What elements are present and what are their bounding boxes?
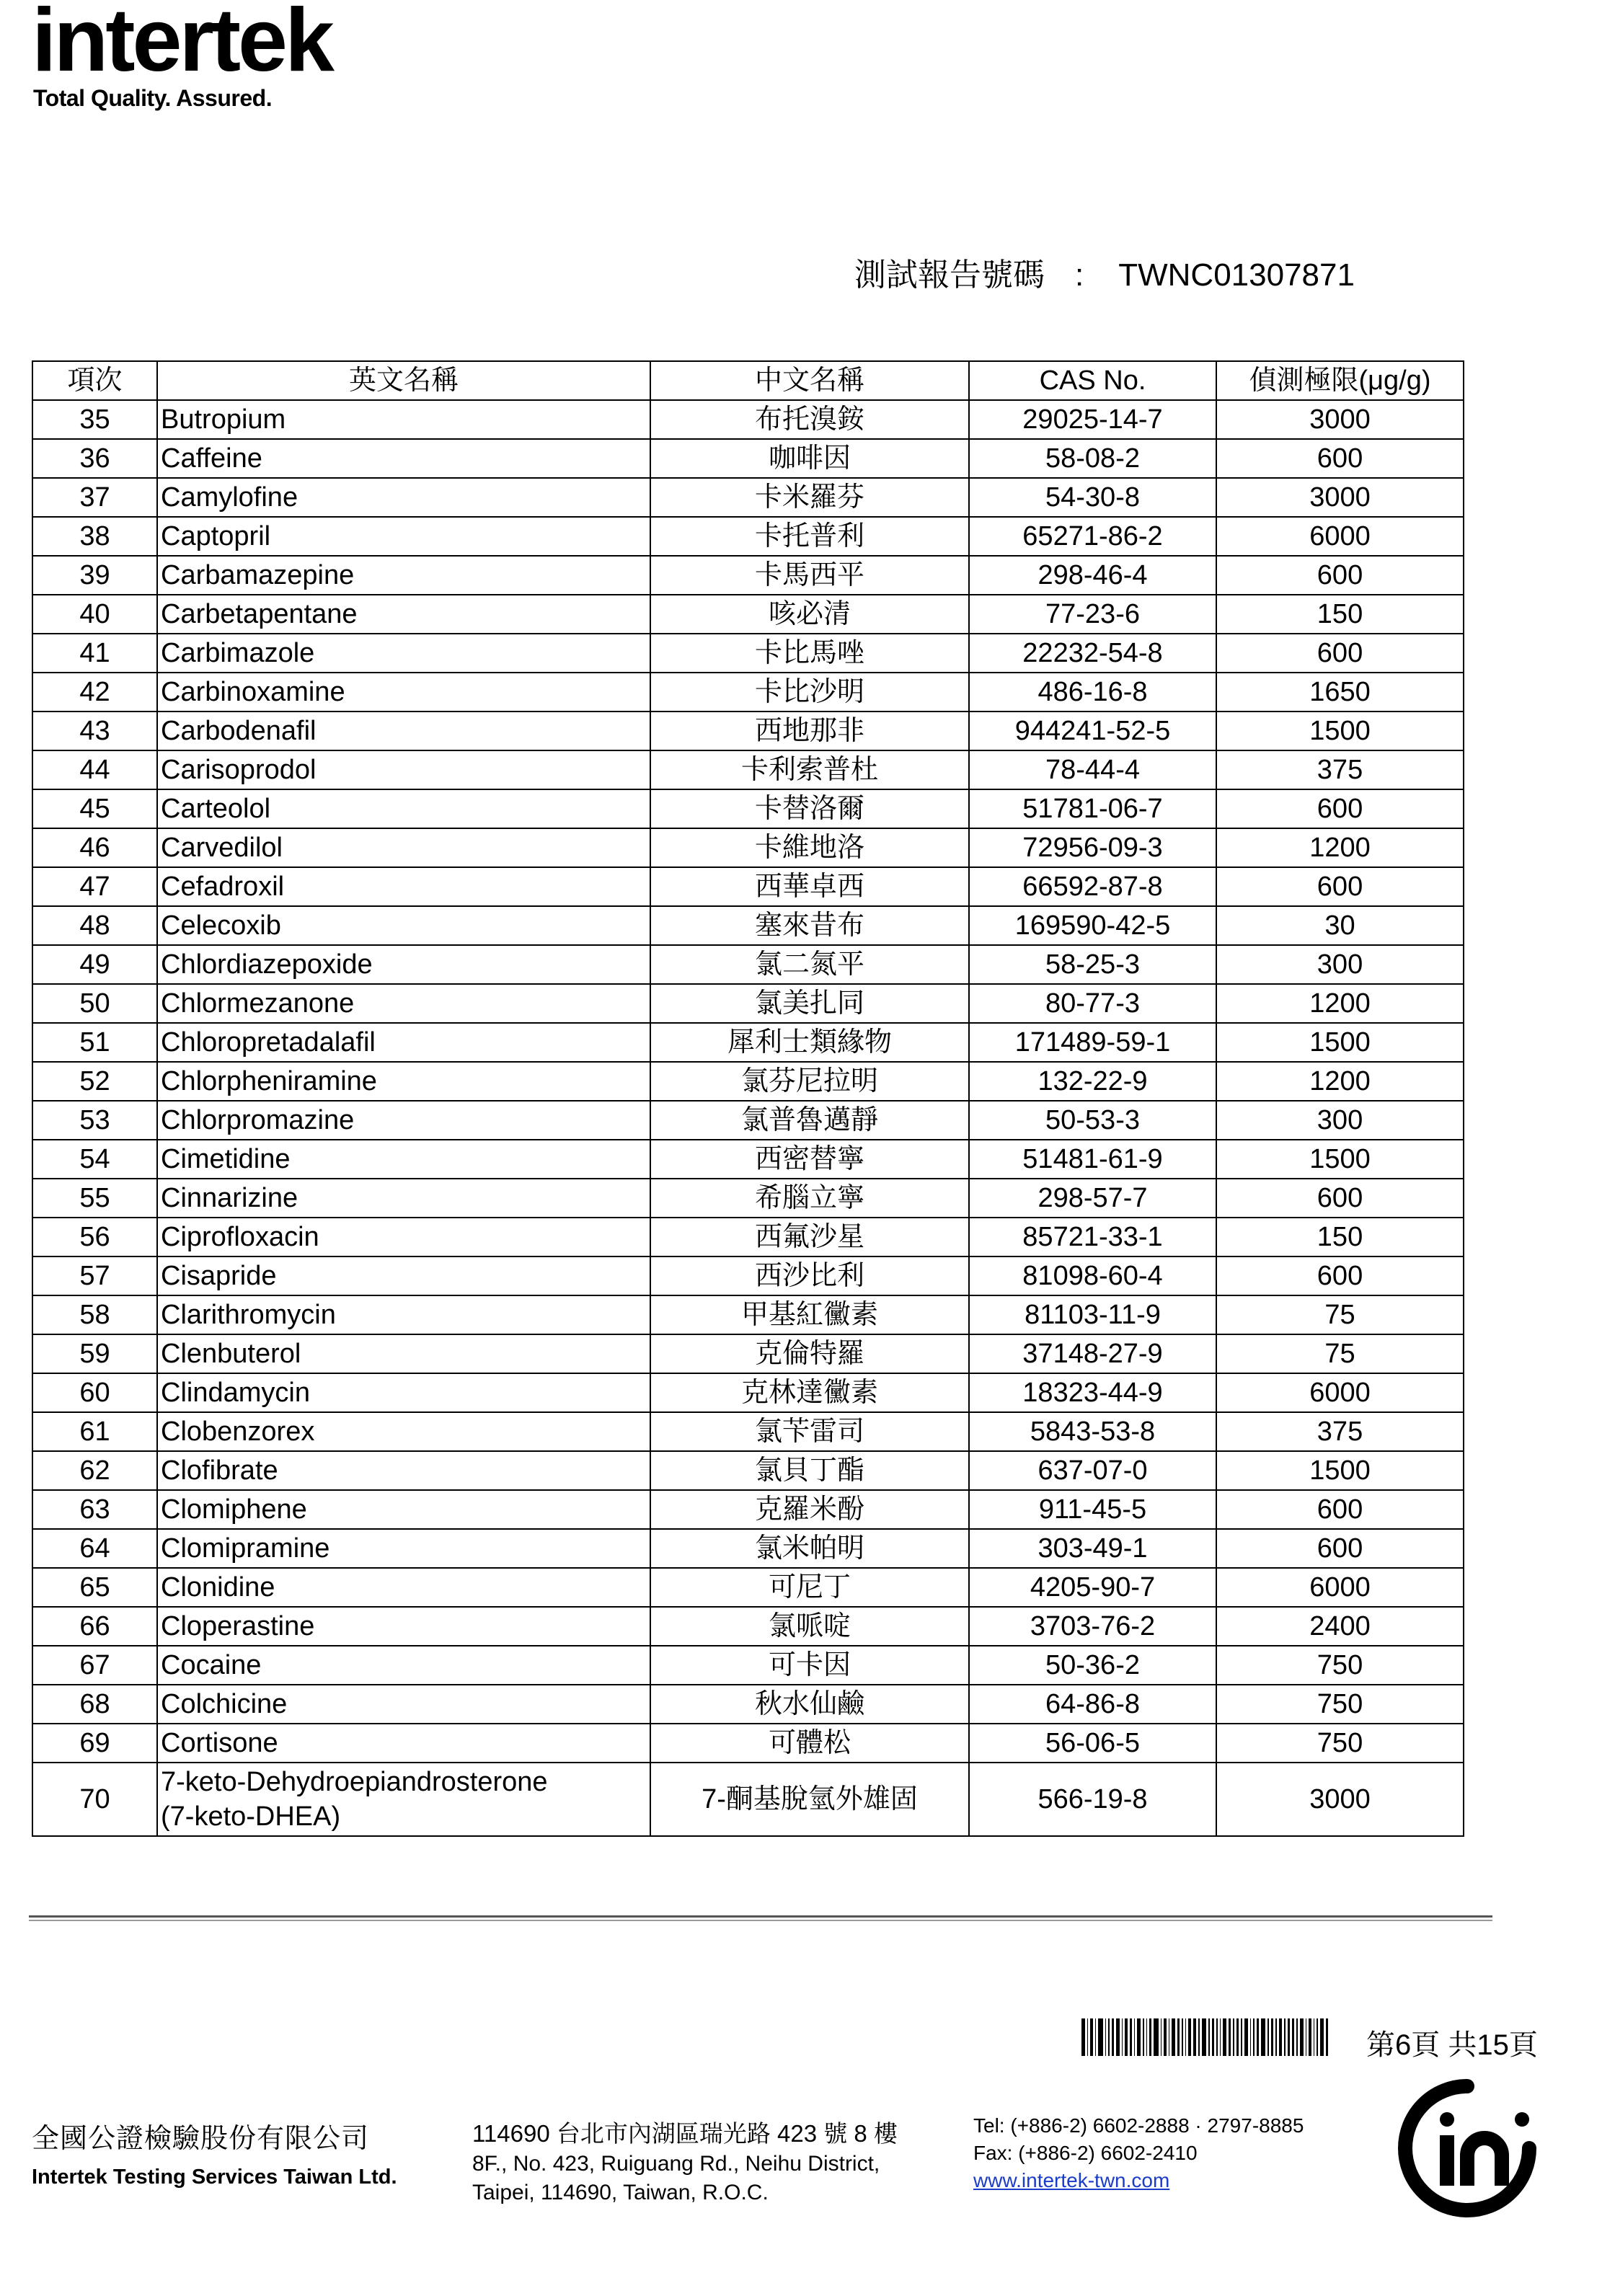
- cell-english-name: Chlormezanone: [157, 984, 650, 1023]
- cell-cas-no: 303-49-1: [969, 1529, 1216, 1568]
- table-row: [32, 634, 1464, 673]
- barcode-icon: [1081, 2018, 1341, 2056]
- cell-chinese-name: 7-酮基脫氫外雄固: [650, 1763, 969, 1836]
- cell-cas-no: 56-06-5: [969, 1724, 1216, 1763]
- cell-item-no: 42: [32, 673, 157, 712]
- cell-chinese-name: 氯美扎同: [650, 984, 969, 1023]
- cell-english-name: Chlordiazepoxide: [157, 945, 650, 984]
- table-row: [32, 867, 1464, 906]
- logo-tagline: Total Quality. Assured.: [33, 85, 273, 111]
- table-row: [32, 1334, 1464, 1373]
- cell-item-no: 61: [32, 1412, 157, 1451]
- cell-cas-no: 37148-27-9: [969, 1334, 1216, 1373]
- cell-item-no: 46: [32, 828, 157, 867]
- cell-cas-no: 169590-42-5: [969, 906, 1216, 945]
- telephone: Tel: (+886-2) 6602-2888 · 2797-8885: [973, 2114, 1304, 2137]
- cell-english-name: Celecoxib: [157, 906, 650, 945]
- table-header-row: [32, 361, 1464, 400]
- cell-item-no: 50: [32, 984, 157, 1023]
- cell-chinese-name: 布托溴銨: [650, 400, 969, 439]
- cell-item-no: 41: [32, 634, 157, 673]
- cell-item-no: 69: [32, 1724, 157, 1763]
- cell-item-no: 49: [32, 945, 157, 984]
- cell-chinese-name: 塞來昔布: [650, 906, 969, 945]
- table-row: [32, 673, 1464, 712]
- cell-chinese-name: 氯米帕明: [650, 1529, 969, 1568]
- table-row: [32, 1724, 1464, 1763]
- cell-chinese-name: 卡利索普杜: [650, 750, 969, 789]
- table-row: [32, 1490, 1464, 1529]
- cell-cas-no: 78-44-4: [969, 750, 1216, 789]
- address-chinese: 114690 台北市內湖區瑞光路 423 號 8 樓: [472, 2120, 898, 2147]
- cell-english-name: Cefadroxil: [157, 867, 650, 906]
- cell-chinese-name: 卡米羅芬: [650, 478, 969, 517]
- table-row: [32, 1140, 1464, 1179]
- page-indicator: 第6頁 共15頁: [1366, 2029, 1538, 2061]
- table-row: [32, 1373, 1464, 1412]
- intertek-badge-icon: [1395, 2076, 1539, 2220]
- cell-english-name: Chlorpromazine: [157, 1101, 650, 1140]
- report-number-value: TWNC01307871: [1118, 257, 1355, 293]
- cell-english-name: Clonidine: [157, 1568, 650, 1607]
- cell-item-no: 65: [32, 1568, 157, 1607]
- cell-cas-no: 486-16-8: [969, 673, 1216, 712]
- cell-detection-limit: 750: [1216, 1685, 1464, 1724]
- cell-cas-no: 77-23-6: [969, 595, 1216, 634]
- cell-item-no: 45: [32, 789, 157, 828]
- cell-chinese-name: 咖啡因: [650, 439, 969, 478]
- cell-english-name: Carisoprodol: [157, 750, 650, 789]
- cell-item-no: 44: [32, 750, 157, 789]
- cell-english-name: Cloperastine: [157, 1607, 650, 1646]
- cell-english-name: Captopril: [157, 517, 650, 556]
- cell-english-name: Carteolol: [157, 789, 650, 828]
- cell-detection-limit: 75: [1216, 1334, 1464, 1373]
- cell-chinese-name: 可尼丁: [650, 1568, 969, 1607]
- footer-company: [32, 2116, 397, 2189]
- report-number-label: 測試報告號碼: [854, 257, 1045, 293]
- table-row: [32, 712, 1464, 750]
- cell-detection-limit: 75: [1216, 1295, 1464, 1334]
- table-row: [32, 1763, 1464, 1836]
- cell-cas-no: 51481-61-9: [969, 1140, 1216, 1179]
- cell-detection-limit: 600: [1216, 439, 1464, 478]
- cell-english-name: Clobenzorex: [157, 1412, 650, 1451]
- cell-item-no: 59: [32, 1334, 157, 1373]
- table-row: [32, 595, 1464, 634]
- cell-chinese-name: 卡托普利: [650, 517, 969, 556]
- cell-chinese-name: 氯二氮平: [650, 945, 969, 984]
- report-number-colon: :: [1075, 257, 1084, 293]
- table-row: [32, 828, 1464, 867]
- cell-english-name: Cocaine: [157, 1646, 650, 1685]
- cell-item-no: 58: [32, 1295, 157, 1334]
- cell-cas-no: 911-45-5: [969, 1490, 1216, 1529]
- cell-english-name: Clomiphene: [157, 1490, 650, 1529]
- cell-cas-no: 72956-09-3: [969, 828, 1216, 867]
- footer-divider: [29, 1915, 1492, 1918]
- cell-detection-limit: 1650: [1216, 673, 1464, 712]
- table-row: [32, 1023, 1464, 1062]
- cell-item-no: 36: [32, 439, 157, 478]
- table-row: [32, 1568, 1464, 1607]
- cell-chinese-name: 西密替寧: [650, 1140, 969, 1179]
- cell-chinese-name: 西氟沙星: [650, 1218, 969, 1256]
- cell-detection-limit: 150: [1216, 595, 1464, 634]
- cell-cas-no: 3703-76-2: [969, 1607, 1216, 1646]
- cell-english-name: Cisapride: [157, 1256, 650, 1295]
- cell-cas-no: 80-77-3: [969, 984, 1216, 1023]
- table-row: [32, 1412, 1464, 1451]
- cell-english-name: Butropium: [157, 400, 650, 439]
- cell-detection-limit: 300: [1216, 945, 1464, 984]
- table-row: [32, 556, 1464, 595]
- column-header-detection-limit: 偵測極限(μg/g): [1216, 361, 1464, 400]
- cell-english-name: Carbodenafil: [157, 712, 650, 750]
- cell-item-no: 54: [32, 1140, 157, 1179]
- table-row: [32, 1218, 1464, 1256]
- cell-english-name: Cortisone: [157, 1724, 650, 1763]
- column-header-item-no: 項次: [32, 361, 157, 400]
- cell-english-name: Chlorpheniramine: [157, 1062, 650, 1101]
- table-row: [32, 984, 1464, 1023]
- cell-cas-no: 566-19-8: [969, 1763, 1216, 1836]
- cell-english-name: Clenbuterol: [157, 1334, 650, 1373]
- cell-item-no: 43: [32, 712, 157, 750]
- cell-item-no: 51: [32, 1023, 157, 1062]
- table-row: [32, 1607, 1464, 1646]
- cell-english-name: Carbimazole: [157, 634, 650, 673]
- website-link[interactable]: www.intertek-twn.com: [973, 2169, 1170, 2191]
- cell-item-no: 63: [32, 1490, 157, 1529]
- cell-english-name: Caffeine: [157, 439, 650, 478]
- cell-english-name: Clarithromycin: [157, 1295, 650, 1334]
- cell-detection-limit: 3000: [1216, 1763, 1464, 1836]
- cell-chinese-name: 克林達黴素: [650, 1373, 969, 1412]
- intertek-logo: [32, 0, 363, 115]
- cell-chinese-name: 卡比沙明: [650, 673, 969, 712]
- cell-cas-no: 81103-11-9: [969, 1295, 1216, 1334]
- cell-cas-no: 637-07-0: [969, 1451, 1216, 1490]
- cell-detection-limit: 1200: [1216, 984, 1464, 1023]
- column-header-english-name: 英文名稱: [157, 361, 650, 400]
- cell-chinese-name: 氯普魯邁靜: [650, 1101, 969, 1140]
- cell-english-name: Carbinoxamine: [157, 673, 650, 712]
- report-number-line: [854, 249, 1355, 295]
- cell-chinese-name: 可體松: [650, 1724, 969, 1763]
- cell-english-name: Clindamycin: [157, 1373, 650, 1412]
- footer-contact: [973, 2112, 1304, 2194]
- table-row: [32, 1646, 1464, 1685]
- cell-english-name: Cimetidine: [157, 1140, 650, 1179]
- cell-detection-limit: 6000: [1216, 1373, 1464, 1412]
- cell-chinese-name: 犀利士類緣物: [650, 1023, 969, 1062]
- cell-cas-no: 66592-87-8: [969, 867, 1216, 906]
- cell-chinese-name: 西地那非: [650, 712, 969, 750]
- cell-item-no: 40: [32, 595, 157, 634]
- cell-detection-limit: 300: [1216, 1101, 1464, 1140]
- cell-english-name: Cinnarizine: [157, 1179, 650, 1218]
- table-row: [32, 1101, 1464, 1140]
- english-name-line-1: 7-keto-Dehydroepiandrosterone: [161, 1767, 548, 1797]
- cell-chinese-name: 克倫特羅: [650, 1334, 969, 1373]
- cell-detection-limit: 1200: [1216, 1062, 1464, 1101]
- cell-english-name: Carvedilol: [157, 828, 650, 867]
- table-row: [32, 478, 1464, 517]
- table-row: [32, 517, 1464, 556]
- cell-cas-no: 85721-33-1: [969, 1218, 1216, 1256]
- cell-cas-no: 298-57-7: [969, 1179, 1216, 1218]
- cell-item-no: 62: [32, 1451, 157, 1490]
- cell-cas-no: 4205-90-7: [969, 1568, 1216, 1607]
- cell-cas-no: 81098-60-4: [969, 1256, 1216, 1295]
- cell-detection-limit: 600: [1216, 1490, 1464, 1529]
- cell-detection-limit: 150: [1216, 1218, 1464, 1256]
- fax: Fax: (+886-2) 6602-2410: [973, 2142, 1198, 2164]
- cell-item-no: 64: [32, 1529, 157, 1568]
- cell-chinese-name: 卡替洛爾: [650, 789, 969, 828]
- cell-item-no: 68: [32, 1685, 157, 1724]
- table-row: [32, 789, 1464, 828]
- cell-item-no: 37: [32, 478, 157, 517]
- cell-cas-no: 18323-44-9: [969, 1373, 1216, 1412]
- cell-detection-limit: 1500: [1216, 1023, 1464, 1062]
- cell-item-no: 55: [32, 1179, 157, 1218]
- cell-chinese-name: 氯哌啶: [650, 1607, 969, 1646]
- cell-detection-limit: 1500: [1216, 1451, 1464, 1490]
- cell-item-no: 53: [32, 1101, 157, 1140]
- cell-english-name: Chloropretadalafil: [157, 1023, 650, 1062]
- company-name-english: Intertek Testing Services Taiwan Ltd.: [32, 2166, 397, 2189]
- cell-cas-no: 51781-06-7: [969, 789, 1216, 828]
- cell-item-no: 66: [32, 1607, 157, 1646]
- cell-detection-limit: 375: [1216, 1412, 1464, 1451]
- cell-detection-limit: 600: [1216, 789, 1464, 828]
- cell-detection-limit: 600: [1216, 634, 1464, 673]
- cell-chinese-name: 氯苄雷司: [650, 1412, 969, 1451]
- cell-chinese-name: 西沙比利: [650, 1256, 969, 1295]
- cell-chinese-name: 甲基紅黴素: [650, 1295, 969, 1334]
- table-row: [32, 1685, 1464, 1724]
- cell-cas-no: 944241-52-5: [969, 712, 1216, 750]
- cell-cas-no: 65271-86-2: [969, 517, 1216, 556]
- cell-detection-limit: 600: [1216, 867, 1464, 906]
- address-english-line-2: Taipei, 114690, Taiwan, R.O.C.: [472, 2181, 769, 2204]
- table-body: [32, 400, 1464, 1836]
- table-row: [32, 945, 1464, 984]
- cell-detection-limit: 600: [1216, 1179, 1464, 1218]
- column-header-chinese-name: 中文名稱: [650, 361, 969, 400]
- english-name-line-2: (7-keto-DHEA): [161, 1801, 341, 1832]
- cell-chinese-name: 卡比馬唑: [650, 634, 969, 673]
- cell-detection-limit: 6000: [1216, 1568, 1464, 1607]
- cell-cas-no: 64-86-8: [969, 1685, 1216, 1724]
- table-row: [32, 906, 1464, 945]
- cell-item-no: 57: [32, 1256, 157, 1295]
- company-name-chinese: 全國公證檢驗股份有限公司: [32, 2124, 370, 2154]
- cell-cas-no: 50-53-3: [969, 1101, 1216, 1140]
- address-english-line-1: 8F., No. 423, Ruiguang Rd., Neihu District,: [472, 2152, 880, 2176]
- cell-cas-no: 132-22-9: [969, 1062, 1216, 1101]
- cell-chinese-name: 希腦立寧: [650, 1179, 969, 1218]
- cell-chinese-name: 秋水仙鹼: [650, 1685, 969, 1724]
- cell-detection-limit: 1500: [1216, 712, 1464, 750]
- cell-detection-limit: 600: [1216, 1256, 1464, 1295]
- cell-chinese-name: 氯芬尼拉明: [650, 1062, 969, 1101]
- cell-cas-no: 50-36-2: [969, 1646, 1216, 1685]
- cell-chinese-name: 卡馬西平: [650, 556, 969, 595]
- table-row: [32, 400, 1464, 439]
- cell-detection-limit: 3000: [1216, 400, 1464, 439]
- cell-item-no: 70: [32, 1763, 157, 1836]
- cell-english-name: Colchicine: [157, 1685, 650, 1724]
- cell-detection-limit: 750: [1216, 1724, 1464, 1763]
- cell-detection-limit: 3000: [1216, 478, 1464, 517]
- cell-item-no: 60: [32, 1373, 157, 1412]
- detection-limit-table: [32, 360, 1464, 1837]
- cell-detection-limit: 1500: [1216, 1140, 1464, 1179]
- cell-cas-no: 58-08-2: [969, 439, 1216, 478]
- logo-wordmark: intertek: [32, 0, 332, 90]
- footer-address: [472, 2119, 898, 2207]
- cell-item-no: 35: [32, 400, 157, 439]
- cell-english-name: Carbamazepine: [157, 556, 650, 595]
- cell-chinese-name: 西華卓西: [650, 867, 969, 906]
- cell-item-no: 56: [32, 1218, 157, 1256]
- cell-cas-no: 298-46-4: [969, 556, 1216, 595]
- cell-chinese-name: 卡維地洛: [650, 828, 969, 867]
- table-row: [32, 1256, 1464, 1295]
- cell-cas-no: 54-30-8: [969, 478, 1216, 517]
- cell-chinese-name: 克羅米酚: [650, 1490, 969, 1529]
- cell-item-no: 48: [32, 906, 157, 945]
- cell-english-name: Clofibrate: [157, 1451, 650, 1490]
- table-row: [32, 1451, 1464, 1490]
- cell-item-no: 47: [32, 867, 157, 906]
- cell-detection-limit: 2400: [1216, 1607, 1464, 1646]
- cell-chinese-name: 咳必清: [650, 595, 969, 634]
- table-row: [32, 750, 1464, 789]
- column-header-cas-no: CAS No.: [969, 361, 1216, 400]
- table-row: [32, 1295, 1464, 1334]
- cell-item-no: 39: [32, 556, 157, 595]
- cell-detection-limit: 750: [1216, 1646, 1464, 1685]
- table-row: [32, 1529, 1464, 1568]
- cell-item-no: 52: [32, 1062, 157, 1101]
- table-row: [32, 439, 1464, 478]
- cell-detection-limit: 375: [1216, 750, 1464, 789]
- footer-divider-secondary: [29, 1920, 1492, 1921]
- cell-english-name: Camylofine: [157, 478, 650, 517]
- cell-english-name: Ciprofloxacin: [157, 1218, 650, 1256]
- cell-detection-limit: 30: [1216, 906, 1464, 945]
- table-row: [32, 1062, 1464, 1101]
- cell-english-name: Carbetapentane: [157, 595, 650, 634]
- cell-item-no: 38: [32, 517, 157, 556]
- cell-cas-no: 171489-59-1: [969, 1023, 1216, 1062]
- cell-detection-limit: 600: [1216, 556, 1464, 595]
- cell-cas-no: 22232-54-8: [969, 634, 1216, 673]
- cell-english-name: Clomipramine: [157, 1529, 650, 1568]
- cell-english-name: [157, 1763, 650, 1836]
- table-row: [32, 1179, 1464, 1218]
- cell-detection-limit: 1200: [1216, 828, 1464, 867]
- cell-cas-no: 5843-53-8: [969, 1412, 1216, 1451]
- cell-chinese-name: 可卡因: [650, 1646, 969, 1685]
- cell-chinese-name: 氯貝丁酯: [650, 1451, 969, 1490]
- cell-cas-no: 29025-14-7: [969, 400, 1216, 439]
- cell-item-no: 67: [32, 1646, 157, 1685]
- cell-detection-limit: 6000: [1216, 517, 1464, 556]
- cell-detection-limit: 600: [1216, 1529, 1464, 1568]
- cell-cas-no: 58-25-3: [969, 945, 1216, 984]
